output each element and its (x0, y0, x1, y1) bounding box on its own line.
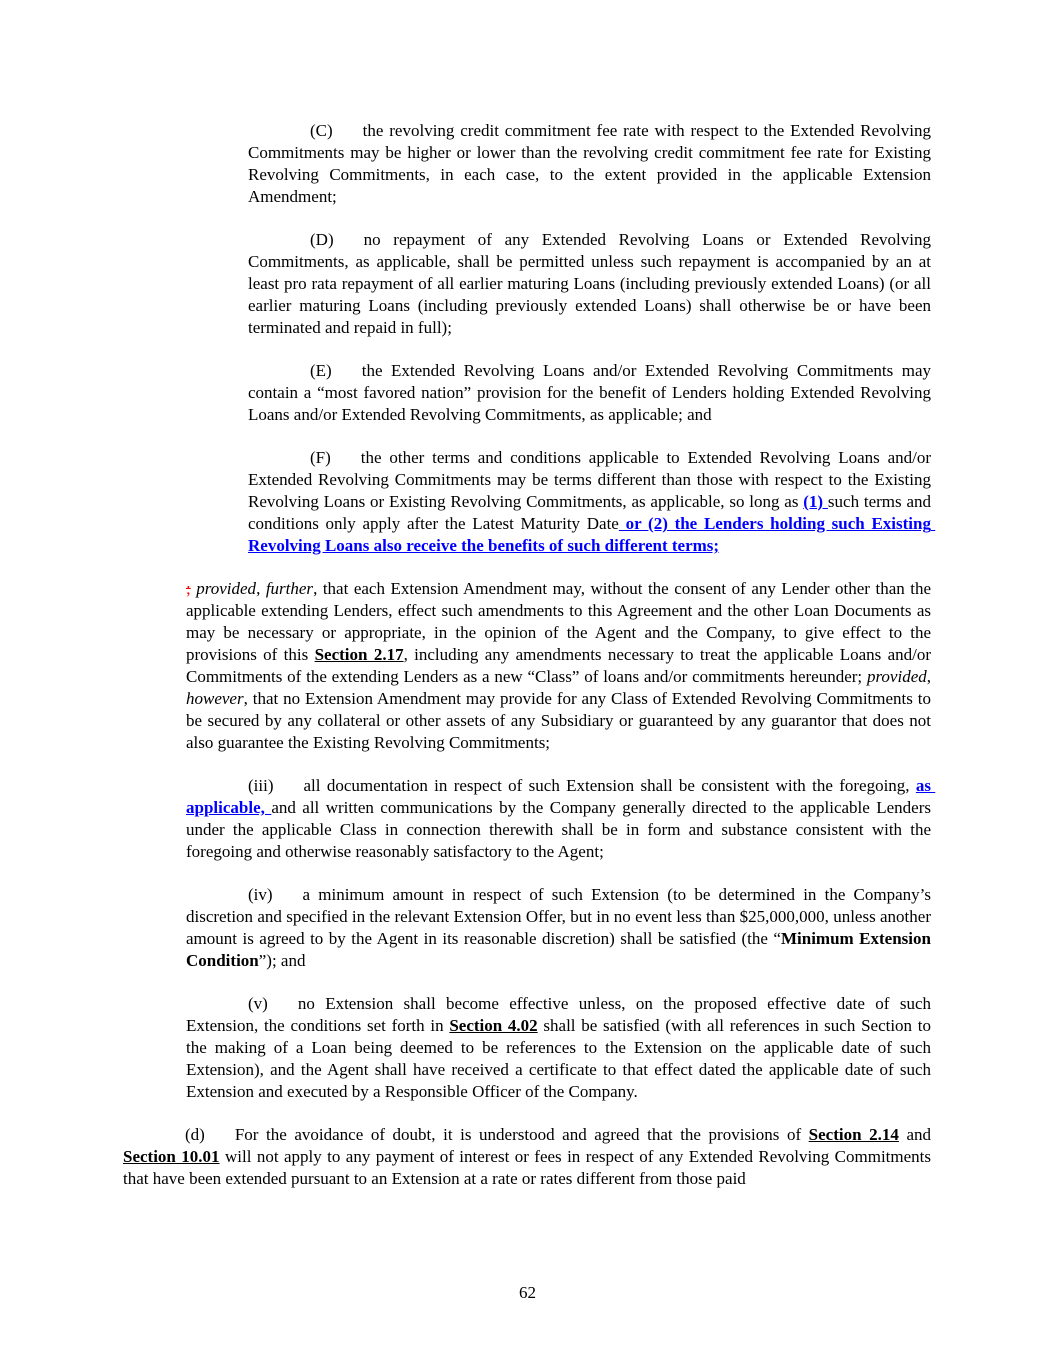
text-run: however (186, 689, 244, 708)
text-run: and all written communications by the Company generally directed to the applicable Lenders under the applicable Class in connection therewith shall be in form and substance consistent with the foregoing and otherwise reasonably satisfactory to the Agent; (186, 798, 936, 861)
text-run: a minimum amount in respect of such Extension (to be determined in the Company’s discretion and specified in the relevant Extension Offer, but in no event less than $25,000,000, unless another amount is agreed to by the Agent in its reasonable discretion) shall be satisfied (the “ (186, 885, 936, 948)
paragraph-label: (iii) (248, 776, 274, 795)
text-run: further (265, 579, 314, 598)
inserted-text: or (2) the Lenders holding such Existing Revolving Loans also receive the benefits of such different terms; (248, 514, 936, 555)
text-run: For the avoidance of doubt, it is understood and agreed that the provisions of (234, 1125, 809, 1144)
page-number: 62 (519, 1283, 536, 1302)
romanette-iii (186, 775, 936, 863)
paragraph-label: (iv) (248, 885, 273, 904)
paragraph-label: (E) (310, 361, 332, 380)
inserted-text: as applicable, (186, 776, 936, 817)
tab-spacer (331, 447, 361, 469)
romanette-iv (186, 884, 936, 972)
proviso-paragraph (186, 578, 936, 754)
tab-spacer (205, 1124, 235, 1146)
tab-spacer (332, 360, 362, 382)
sub-clause-F (248, 447, 936, 557)
paragraph-label: (v) (248, 994, 268, 1013)
tab-spacer (334, 229, 364, 251)
text-run: , (926, 667, 936, 686)
paragraph-label: (D) (310, 230, 334, 249)
text-run: the revolving credit commitment fee rate with respect to the Extended Revolving Commitments may be higher or lower than the revolving credit commitment fee rate for Existing Revolving Commitments, in each case, to the extent provided in the applicable Extension Amendment; (248, 121, 936, 206)
deleted-text: ; (186, 579, 191, 598)
tab-spacer (274, 775, 304, 797)
text-run: , including any amendments necessary to treat the applicable Loans and/or Commitments of the extending Lenders as a new “Class” of loans and/or commitments hereunder; (186, 645, 936, 686)
text-run: the other terms and conditions applicable to Extended Revolving Loans and/or Extended Revolving Commitments may be terms different than those with respect to the Existing Revolving Loans or Existing Revolving Commitments, as applicable, so long as (248, 448, 936, 511)
sub-clause-D (248, 229, 936, 339)
text-run: provided (866, 667, 927, 686)
text-run: ”); and (258, 951, 306, 970)
tab-spacer (273, 884, 303, 906)
text-run: and (898, 1125, 936, 1144)
text-run: such terms and conditions only apply after the Latest Maturity Date (248, 492, 936, 533)
text-run: Minimum Extension Condition (186, 929, 936, 970)
paragraph-label: (d) (185, 1125, 205, 1144)
tab-spacer (333, 120, 363, 142)
text-run: , that each Extension Amendment may, without the consent of any Lender other than the applicable extending Lenders, effect such amendments to this Agreement and the other Loan Documents as may be necessary or appropriate, in the opinion of the Agent and the Company, to give effect to the provisions of this (186, 579, 936, 664)
text-run: , (256, 579, 266, 598)
text-run: Section 4.02 (449, 1016, 538, 1035)
romanette-v (186, 993, 936, 1103)
inserted-text: (1) (803, 492, 828, 511)
paragraph-label: (C) (310, 121, 333, 140)
text-run: Section 2.17 (314, 645, 404, 664)
text-run: Section 2.14 (808, 1125, 899, 1144)
sub-clause-C (248, 120, 936, 208)
text-run: will not apply to any payment of interest or fees in respect of any Extended Revolving Commitments that have been extended pursuant to an Extension at a rate or rates different from those paid (123, 1147, 936, 1188)
text-run: no Extension shall become effective unless, on the proposed effective date of such Extension, the conditions set forth in (186, 994, 936, 1035)
text-run: Section 10.01 (123, 1147, 220, 1166)
paragraph-label: (F) (310, 448, 331, 467)
text-run: no repayment of any Extended Revolving Loans or Extended Revolving Commitments, as applicable, shall be permitted unless such repayment is accompanied by an at least pro rata repayment of all earlier maturing Loans (including previously extended Loans) (or all earlier maturing Loans (including previously extended Loans) shall otherwise be or have been terminated and repaid in full); (248, 230, 936, 337)
text-run: all documentation in respect of such Extension shall be consistent with the foregoing, (303, 776, 916, 795)
text-run: , that no Extension Amendment may provide for any Class of Extended Revolving Commitments to be secured by any collateral or other assets of any Subsidiary or guaranteed by any guarantor that does not also guarantee the Existing Revolving Commitments; (186, 689, 936, 752)
tab-spacer (268, 993, 298, 1015)
sub-clause-E (248, 360, 936, 426)
text-run: shall be satisfied (with all references in such Section to the making of a Loan being deemed to be references to the Extension on the applicable date of such Extension), and the Agent shall have received a certificate to that effect dated the applicable date of such Extension and executed by a Responsible Officer of the Company. (186, 1016, 936, 1101)
clause-d (123, 1124, 936, 1190)
text-run: provided (196, 579, 257, 598)
text-run: the Extended Revolving Loans and/or Extended Revolving Commitments may contain a “most favored nation” provision for the benefit of Lenders holding Extended Revolving Loans and/or Extended Revolving Commitments, as applicable; and (248, 361, 936, 424)
